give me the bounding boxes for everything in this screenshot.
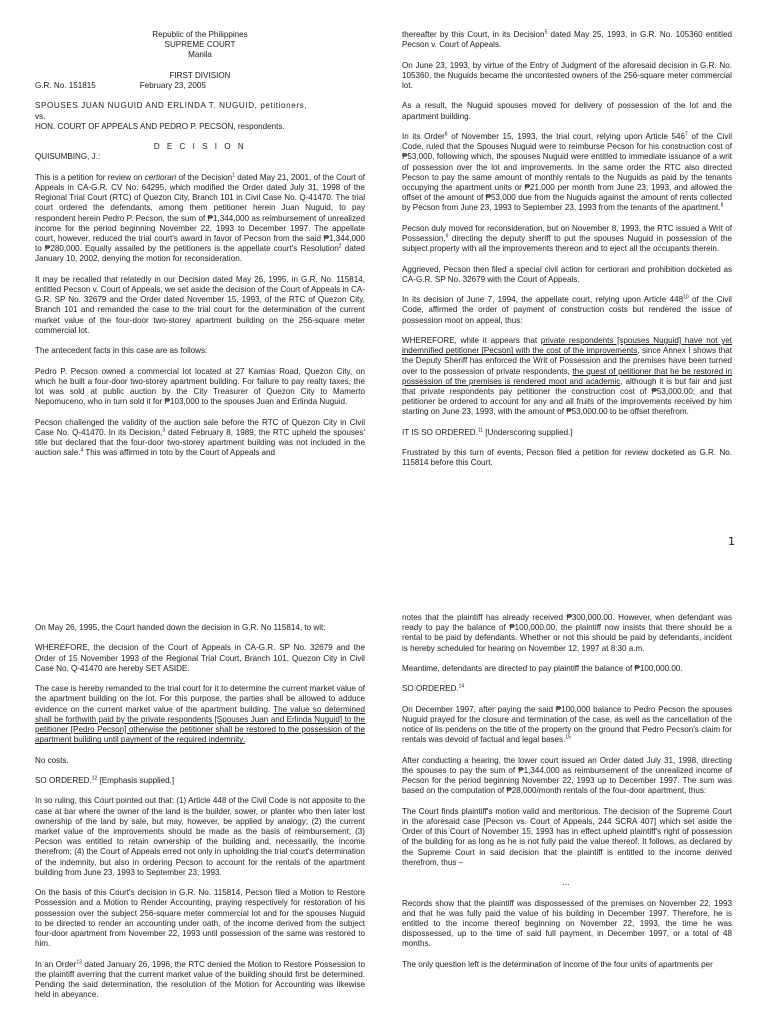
paragraph: Aggrieved, Pecson then filed a special civil action for certiorari and prohibition docketed as CA-G.R. SP No. 32679 with the Court of Appeals. (402, 264, 732, 284)
footnote-ref[interactable]: 2 (338, 243, 342, 250)
footnote-ref[interactable]: 15 (565, 734, 571, 741)
paragraph: On the basis of this Court's decision in G.R. No. 115814, Pecson filed a Motion to Restore Possession and a Motion to Render Accounting, praying respectively for restoration of his possession over the subject 256-square meter commercial lot and for the spouses Nuguid to be directed to render an accounting under oath, of the income derived from the subject four-door apartment from November 22, 1993 until possession of the same was restored to him. (35, 888, 365, 949)
decision-heading: D E C I S I O N (153, 142, 247, 152)
paragraph: In its decision of June 7, 1994, the appellate court, relying upon Article $448^{10}$ of the Civil Code, affirmed the order of payment of construction costs but rendered the issue of possession moot on appeal, thus: (402, 294, 732, 325)
paragraph: notes that the plaintiff has already received ₱300,000.00. However, when defendant was ready to pay the balance of ₱100,000.00, the plaintiff now insists that there should be a rental to be paid by defendants. Whether or not this should be paid by defendants, incident is hereby scheduled for hearing on November 12, 1997 at 8:30 a.m. (402, 613, 732, 653)
paragraph: This is a petition for review on certiorari of the Decision$^1$ dated May 21, 2001, of the Court of Appeals in CA-G.R. CV No. 64295, which modified the Order dated July 31, 1998 of the Regional Trial Court (RTC) of Quezon City, Branch 101 in Civil Case No. Q-41470. The trial court ordered the defendants, among them petitioner herein Juan Nuguid, to pay respondent herein Pedro P. Pecson, the sum of ₱1,344,000 as reimbursement of unrealized income for the period beginning November 22, 1993 to December 1997. The appellate court, however, reduced the trial court's award in favor of Pecson from the said ₱1,344,000 to ₱280,000. Equally assailed by the petitioners is the appellate court's Resolution$^2$ dated January 10, 2002, denying the motion for reconsideration. (35, 172, 365, 264)
city-line: Manila (188, 50, 212, 60)
ponente-line: QUISUMBING, J.: (35, 152, 101, 162)
paragraph: Pecson duly moved for reconsideration, but on November 8, 1993, the RTC issued a Writ of Possession,$^9$ directing the deputy sheriff to put the spouses Nuguid in possession of the subject property with all the improvements thereon and to eject all the occupants therein. (402, 223, 732, 254)
paragraph: SO ORDERED.$^{12}$ [Emphasis supplied.] (35, 775, 175, 785)
ellipsis: … (561, 878, 573, 888)
paragraph: In an Order$^{13}$ dated January 26, 1996, the RTC denied the Motion to Restore Possession to the plaintiff averring that the current market value of the building should first be determined. Pending the said determination, the resolution of the Motion for Accounting was likewise held in abeyance. (35, 958, 365, 1000)
gr-number: G.R. No. 151815 (35, 81, 96, 90)
footnote-ref[interactable]: 4 (80, 447, 84, 454)
paragraph: The antecedent facts in this case are as follows: (35, 346, 208, 356)
paragraph: The only question left is the determination of income of the four units of apartments per (402, 959, 713, 969)
footnote-ref[interactable]: 8 (720, 202, 724, 209)
footnote-ref[interactable]: 11 (477, 427, 484, 434)
paragraph: As a result, the Nuguid spouses moved for delivery of possession of the lot and the apartment building. (402, 101, 732, 121)
paragraph: Pedro P. Pecson owned a commercial lot located at 27 Kamias Road, Quezon City, on which he built a four-door two-storey apartment building. For failure to pay realty taxes, the lot was sold at public auction by the City Treasurer of Quezon City to Mamerto Nepomuceno, who in turn sold it for ₱103,000 to the spouses Juan and Erlinda Nuguid. (35, 366, 365, 407)
footnote-ref[interactable]: 1 (232, 172, 235, 179)
case-parties (35, 101, 365, 132)
page1-right-column (402, 30, 732, 479)
page-number: 1 (728, 535, 735, 548)
footnote-ref[interactable]: 9 (445, 233, 449, 240)
paragraph: The case is hereby remanded to the trial court for it to determine the current market value of the apartment building on the lot. For this purpose, the parties shall be allowed to adduce evidence on the current market value of the apartment building. The value so determined shall be forthwith paid by the private respondents [Spouses Juan and Erlinda Nuguid] to the petitioner [Pedro Pecson] otherwise the petitioner shall be restored to the possession of the apartment building until payment of the required indemnity. (35, 684, 365, 745)
footnote-ref[interactable]: 7 (685, 131, 688, 138)
paragraph: Frustrated by this turn of events, Pecson filed a petition for review docketed as G.R. No. 115814 before this Court. (402, 448, 732, 468)
page1-left-column (35, 30, 365, 469)
quoted-dispositive: WHEREFORE, the decision of the Court of Appeals in CA-G.R. SP No. 32679 and the Order of 15 November 1993 of the Regional Trial Court, Branch 101, Quezon City in Civil Case No. Q-41470 are hereby SET ASIDE. (35, 643, 365, 673)
paragraph: Records show that the plaintiff was dispossessed of the premises on November 22, 1993 and that he was fully paid the value of his building in December 1997. Therefore, he is entitled to the income thereof beginning on November 22, 1993, the time he was dispossessed, up to the time of said full payment, in December 1997, or a total of 48 months. (402, 898, 732, 949)
document-page-2 (0, 575, 768, 1024)
court-header (35, 30, 365, 61)
footnote-ref[interactable]: 12 (91, 775, 98, 782)
paragraph: It may be recalled that relatedly in our Decision dated May 26, 1995, in G.R. No. 115814, entitled Pecson v. Court of Appeals, we set aside the decision of the Court of Appeals in CA-G.R. SP No. 32679 and the Order dated November 15, 1993, of the RTC of Quezon City, Branch 101 and remanded the case to the trial court for the determination of the current market value of the four-door two-storey apartment building on the 256-square meter commercial lot. (35, 274, 365, 335)
supreme-court-line: SUPREME COURT (164, 40, 236, 50)
paragraph: On May 26, 1995, the Court handed down the decision in G.R. No 115814, to wit: (35, 623, 326, 632)
footnote-ref[interactable]: 13 (76, 958, 82, 965)
paragraph: On December 1997, after paying the said ₱100,000 balance to Pedro Pecson the spouses Nuguid prayed for the closure and termination of the case, as well as the cancellation of the notice of lis pendens on the title of the property on the ground that Pedro Pecson's claim for rentals was devoid of factual and legal bases.$^{15}$ (402, 704, 732, 745)
paragraph: Pecson challenged the validity of the auction sale before the RTC of Quezon City in Civil Case No. Q-41470. In its Decision,$^3$ dated February 8, 1989, the RTC upheld the spouses' title but declared that the four-door two-storey apartment building was not included in the auction sale.$^4$ This was affirmed in toto by the Court of Appeals and (35, 417, 365, 458)
page2-right-column (402, 613, 732, 980)
paragraph: In its Order$^6$ of November 15, 1993, the trial court, relying upon Article $546^7$ of the Civil Code, ruled that the Spouses Nuguid were to reimburse Pecson for his construction cost of ₱53,000, following which, the spouses Nuguid were entitled to immediate issuance of a writ of possession over the lot and improvements. In the same order the RTC also directed Pecson to pay the same amount of monthly rentals to the Nuguids as paid by the tenants occupying the apartment units or ₱21,000 per month from June 23, 1993, and allowed the offset of the amount of ₱53,000 due from the Nuguids against the amount of rents collected by Pecson from June 23, 1993 to September 23, 1993 from the tenants of the apartment.$^8$ (402, 131, 732, 213)
quoted-order: The Court finds plaintiff's motion valid and meritorious. The decision of the Supreme Court in the aforesaid case [Pecson vs. Court of Appeals, 244 SCRA 407] which set aside the Order of this Court of November 15, 1993 has in effect upheld plaintiff's right of possession of the building for as long as he is not fully paid the value thereof. It follows, as declared by the Supreme Court in said decision that the plaintiff is entitled to the income derived therefrom, thus – (402, 806, 732, 867)
quoted-dispositive: WHEREFORE, while it appears that private respondents [spouses Nuguid] have not yet indemnified petitioner [Pecson] with the cost of the improvements, since Annex I shows that the Deputy Sheriff has enforced the Writ of Possession and the premises have been turned over to the possession of private respondents, the quest of petitioner that he be restored in possession of the premises is rendered moot and academic, although it is but fair and just that private respondents pay petitioner the construction cost of ₱53,000.00; and that petitioner be ordered to account for any and all fruits of the improvements received by him starting on June 23, 1993, with the amount of ₱53,000.00 to be offset therefrom. (402, 335, 732, 417)
footnote-ref[interactable]: 5 (544, 29, 548, 36)
case-date: February 23, 2005 (139, 81, 206, 90)
paragraph: After conducting a hearing, the lower court issued an Order dated July 31, 1998, directing the spouses to pay the sum of ₱1,344,000 as reimbursement of the unrealized income of Pecson for the period beginning November 22, 1993 up to December 1997. The sum was based on the computation of ₱28,000/month rentals of the four-door apartment, thus: (402, 755, 732, 796)
petitioners-line: SPOUSES JUAN NUGUID AND ERLINDA T. NUGUID, petitioners, (35, 101, 308, 111)
versus-line: vs. (35, 111, 46, 121)
respondents-line: HON. COURT OF APPEALS AND PEDRO P. PECSON, respondents. (35, 121, 285, 131)
footnote-ref[interactable]: 14 (458, 683, 465, 690)
paragraph: On June 23, 1993, by virtue of the Entry of Judgment of the aforesaid decision in G.R. No. 105360, the Nuguids became the uncontested owners of the 256-square meter commercial lot. (402, 60, 732, 90)
paragraph: No costs. (35, 755, 69, 765)
case-number-line (35, 81, 365, 91)
footnote-ref[interactable]: 6 (444, 131, 448, 138)
paragraph: thereafter by this Court, in its Decision$^5$ dated May 25, 1993, in G.R. No. 105360 entitled Pecson v. Court of Appeals. (402, 29, 732, 50)
division-line: FIRST DIVISION (169, 70, 231, 80)
paragraph: SO ORDERED.$^{14}$ (402, 683, 465, 694)
paragraph: Meantime, defendants are directed to pay plaintiff the balance of ₱100,000.00. (402, 664, 683, 673)
republic-line: Republic of the Philippines (152, 30, 248, 39)
footnote-ref[interactable]: 10 (683, 294, 689, 301)
paragraph: IT IS SO ORDERED.$^{11}$ [Underscoring supplied.] (402, 427, 573, 437)
paragraph: In so ruling, this Court pointed out that: (1) Article 448 of the Civil Code is not apposite to the case at bar where the owner of the land is the builder, sower, or planter who then later lost ownership of the land by sale, but may, however, be applied by analogy; (2) the current market value of the improvements should be made as the basis of reimbursement; (3) Pecson was entitled to retain ownership of the building and, necessarily, the income therefrom; (4) the Court of Appeals erred not only in upholding the trial court's determination of the indemnity, but also in ordering Pecson to account for the rentals of the apartment building from June 23, 1993 to September 23, 1993. (35, 796, 365, 877)
page2-left-column (35, 623, 365, 1011)
footnote-ref[interactable]: 3 (162, 427, 166, 434)
